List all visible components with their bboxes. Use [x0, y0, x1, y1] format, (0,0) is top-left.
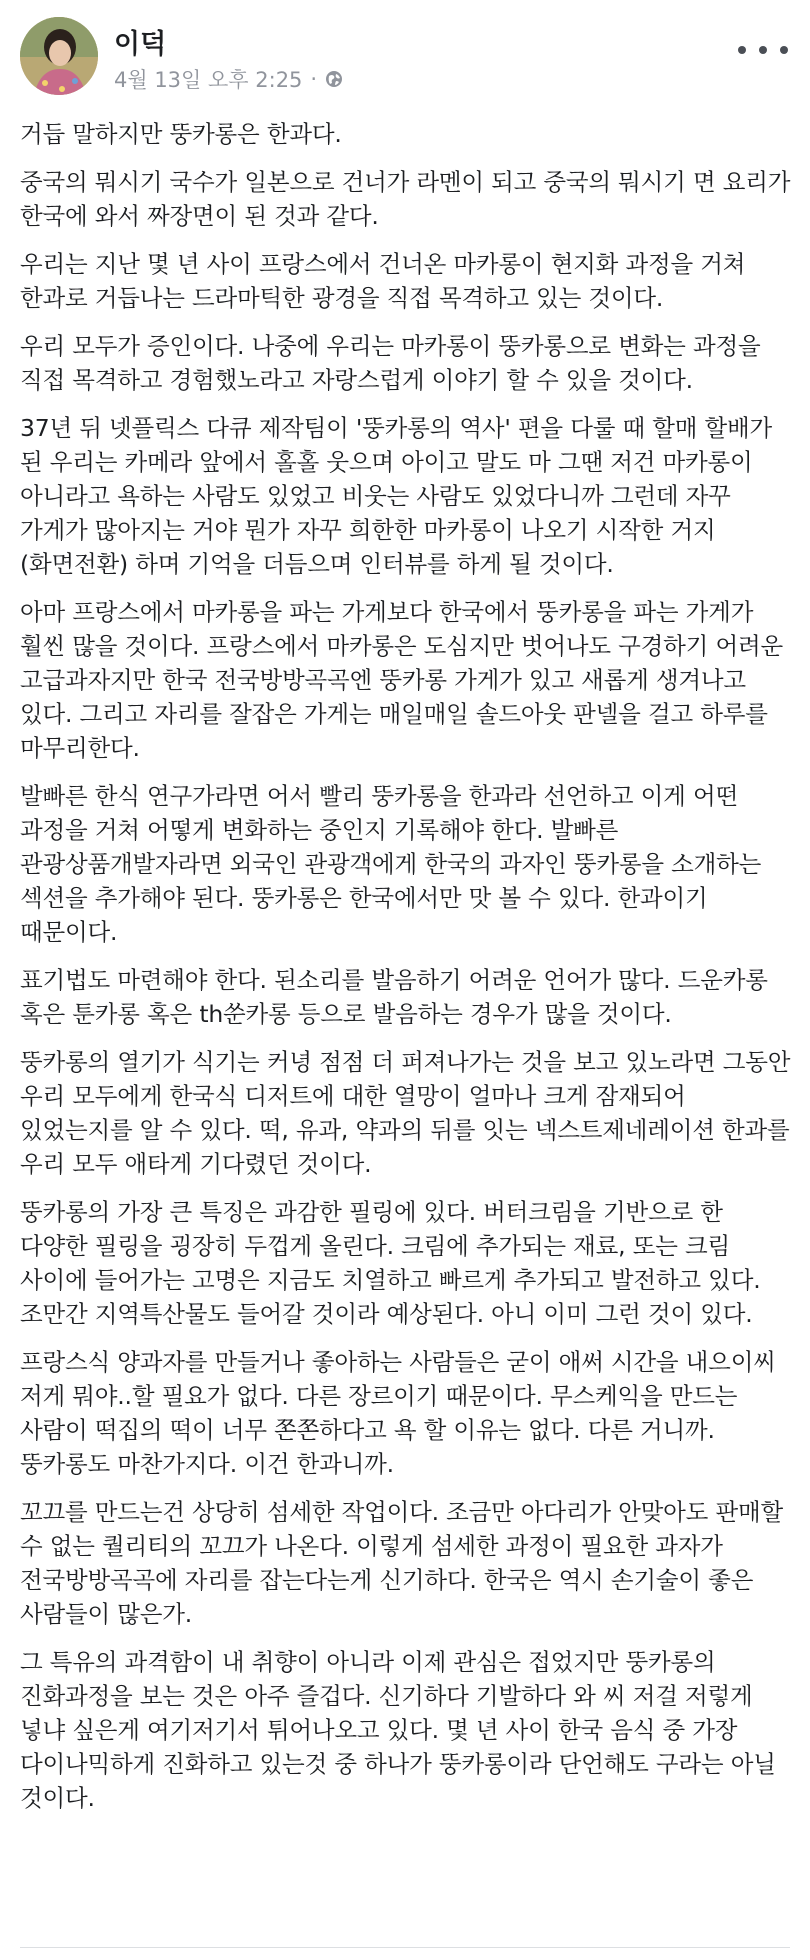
- post-paragraph: 그 특유의 과격함이 내 취향이 아니라 이제 관심은 접었지만 뚱카롱의 진화과정을 보는 것은 아주 즐겁다. 신기하다 기발하다 와 씨 저걸 저렇게 넣냐 싶은게 여기저기서 튀어나오고 있다. 몇 년 사이 한국 음식 중 가장 다이나믹하게 진화하고 있는것 중 하나가 뚱카롱이라 단언해도 구라는 아닐 것이다.: [20, 1648, 776, 1812]
- post-paragraph: 프랑스식 양과자를 만들거나 좋아하는 사람들은 굳이 애써 시간을 내으이씨 저게 뭐야..할 필요가 없다. 다른 장르이기 때문이다. 무스케익을 만드는 사람이 떡집의 떡이 너무 쫀쫀하다고 욕 할 이유는 없다. 다른 거니까. 뚱카롱도 마찬가지다. 이건 한과니까.: [20, 1348, 776, 1478]
- avatar[interactable]: [20, 17, 98, 95]
- post-paragraph: 뚱카롱의 열기가 식기는 커녕 점점 더 퍼져나가는 것을 보고 있노라면 그동안 우리 모두에게 한국식 디저트에 대한 열망이 얼마나 크게 잠재되어 있었는지를 알 수 있다. 떡, 유과, 약과의 뒤를 잇는 넥스트제네레이션 한과를 우리 모두 애타게 기다렸던 것이다.: [20, 1048, 791, 1178]
- post-body: [20, 117, 792, 1829]
- post-paragraph: 우리 모두가 증인이다. 나중에 우리는 마카롱이 뚱카롱으로 변화는 과정을 직접 목격하고 경험했노라고 자랑스럽게 이야기 할 수 있을 것이다.: [20, 332, 761, 394]
- post-paragraph: 표기법도 마련해야 한다. 된소리를 발음하기 어려운 언어가 많다. 드운카롱 혹은 툰카롱 혹은 th쑨카롱 등으로 발음하는 경우가 많을 것이다.: [20, 966, 768, 1028]
- post-timestamp[interactable]: 4월 13일 오후 2:25: [114, 68, 303, 92]
- post-paragraph: 37년 뒤 넷플릭스 다큐 제작팀이 '뚱카롱의 역사' 편을 다룰 때 할매 할배가 된 우리는 카메라 앞에서 홀홀 웃으며 아이고 말도 마 그땐 저건 마카롱이 아니라고 욕하는 사람도 있었고 비웃는 사람도 있었다니까 그런데 자꾸 가게가 많아지는 거야 뭔가 자꾸 희한한 마카롱이 나오기 시작한 거지(화면전환) 하며 기억을 더듬으며 인터뷰를 하게 될 것이다.: [20, 414, 773, 578]
- more-dots-icon: [738, 46, 746, 54]
- avatar-image: [20, 17, 98, 95]
- more-dots-icon: [780, 46, 788, 54]
- post-header: [0, 0, 810, 110]
- post-paragraph: 뚱카롱의 가장 큰 특징은 과감한 필링에 있다. 버터크림을 기반으로 한 다양한 필링을 굉장히 두껍게 올린다. 크림에 추가되는 재료, 또는 크림 사이에 들어가는 고명은 지금도 치열하고 빠르게 추가되고 발전하고 있다. 조만간 지역특산물도 들어갈 것이라 예상된다. 아니 이미 그런 것이 있다.: [20, 1198, 761, 1328]
- post-meta: [114, 64, 343, 94]
- author-name[interactable]: 이덕: [114, 29, 167, 60]
- post-paragraph: 거듭 말하지만 뚱카롱은 한과다.: [20, 120, 342, 148]
- post-paragraph: 발빠른 한식 연구가라면 어서 빨리 뚱카롱을 한과라 선언하고 이게 어떤 과정을 거쳐 어떻게 변화하는 중인지 기록해야 한다. 발빠른 관광상품개발자라면 외국인 관광객에게 한국의 과자인 뚱카롱을 소개하는 섹션을 추가해야 된다. 뚱카롱은 한국에서만 맛 볼 수 있다. 한과이기 때문이다.: [20, 782, 762, 946]
- post-paragraph: 우리는 지난 몇 년 사이 프랑스에서 건너온 마카롱이 현지화 과정을 거쳐 한과로 거듭나는 드라마틱한 광경을 직접 목격하고 있는 것이다.: [20, 250, 746, 312]
- divider: [20, 1947, 790, 1948]
- more-dots-icon: [759, 46, 767, 54]
- post-paragraph: 꼬끄를 만드는건 상당히 섬세한 작업이다. 조금만 아다리가 안맞아도 판매할 수 없는 퀄리티의 꼬끄가 나온다. 이렇게 섬세한 과정이 필요한 과자가 전국방방곡곡에 자리를 잡는다는게 신기하다. 한국은 역시 손기술이 좋은 사람들이 많은가.: [20, 1498, 783, 1628]
- more-options-button[interactable]: [738, 30, 788, 70]
- post-paragraph: 중국의 뭐시기 국수가 일본으로 건너가 라멘이 되고 중국의 뭐시기 면 요리가 한국에 와서 짜장면이 된 것과 같다.: [20, 168, 791, 230]
- post-paragraph: 아마 프랑스에서 마카롱을 파는 가게보다 한국에서 뚱카롱을 파는 가게가 훨씬 많을 것이다. 프랑스에서 마카롱은 도심지만 벗어나도 구경하기 어려운 고급과자지만 한국 전국방방곡곡엔 뚱카롱 가게가 있고 새롭게 생겨나고 있다. 그리고 자리를 잘잡은 가게는 매일매일 솔드아웃 판넬을 걸고 하루를 마무리한다.: [20, 598, 783, 762]
- globe-icon[interactable]: [325, 70, 343, 88]
- meta-separator: ·: [310, 67, 318, 91]
